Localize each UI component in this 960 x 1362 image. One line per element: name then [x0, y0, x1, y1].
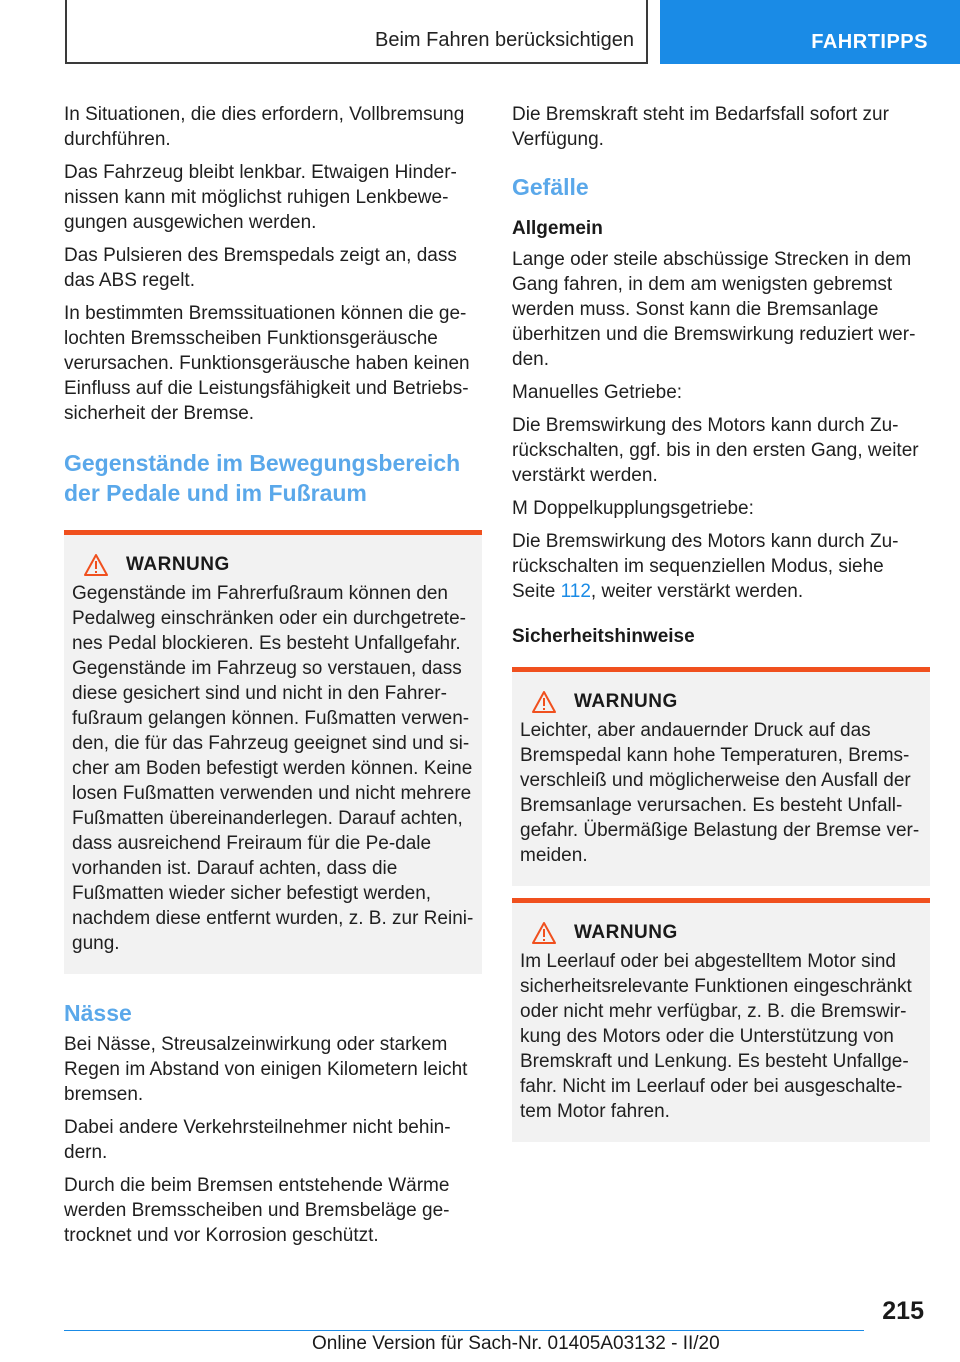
paragraph: Durch die beim Bremsen entstehende Wärme werden Bremsscheiben und Bremsbeläge ge-trocknet und vor Korrosion geschützt. [64, 1175, 450, 1246]
paragraph-text: Die Bremswirkung des Motors kann durch Zu-rückschalten im sequenziellen Modus, siehe Seite [512, 531, 899, 602]
paragraph [512, 529, 930, 604]
header-chapter-tab [660, 0, 960, 64]
warning-triangle-icon [532, 921, 556, 945]
warning-text: Gegenstände im Fahrerfußraum können den Pedalweg einschränken oder ein durchgetrete-nes Pedal blockieren. Es besteht Unfallgefahr. Gegenstände im Fahrzeug so verstauen, dass diese gesichert sind und nicht in den Fahrer-fußraum gelangen können. Fußmatten verwen-den, die für das Fahrzeug geeignet sind und si-cher am Boden befestigt werden können. Keine losen Fußmatten verwenden und nicht mehrere Fußmatten übereinanderlegen. Darauf achten, dass ausreichend Freiraum für die Pe-dale vorhanden ist. Darauf achten, dass die Fußmatten wieder sicher befestigt werden, nachdem diese entfernt wurden, z. B. zur Reini-gung. [72, 583, 474, 954]
warning-title: WARNUNG [126, 554, 230, 575]
paragraph: Dabei andere Verkehrsteilnehmer nicht behin-dern. [64, 1117, 451, 1163]
warning-title: WARNUNG [574, 691, 678, 712]
warning-triangle-icon [532, 690, 556, 714]
right-column [512, 102, 930, 1142]
warning-box [512, 667, 930, 886]
warning-text: Im Leerlauf oder bei abgestelltem Motor sind sicherheitsrelevante Funktionen eingeschränkt oder nicht mehr verfügbar, z. B. die Bremswir-kung des Motors oder die Unterstützung von Bremskraft und Lenkung. Es besteht Unfallge-fahr. Nicht im Leerlauf oder bei ausgeschalte-tem Motor fahren. [520, 951, 912, 1122]
warning-header [520, 690, 922, 714]
paragraph: In Situationen, die dies erfordern, Vollbremsung durchführen. [64, 104, 465, 150]
paragraph: Die Bremskraft steht im Bedarfsfall sofort zur Verfügung. [512, 104, 889, 150]
warning-text: Leichter, aber andauernder Druck auf das Bremspedal kann hohe Temperaturen, Brems-verschleiß und möglicherweise den Ausfall der Bremsanlage verursachen. Es besteht Unfall-gefahr. Übermäßige Belastung der Bremse ver-meiden. [520, 720, 920, 866]
warning-header [520, 921, 922, 945]
paragraph: Bei Nässe, Streusalzeinwirkung oder starkem Regen im Abstand von einigen Kilometern leicht bremsen. [64, 1034, 468, 1105]
page-number: 215 [882, 1297, 924, 1325]
header-section-title [65, 0, 648, 64]
section-heading: Gefälle [512, 174, 589, 200]
warning-box [512, 898, 930, 1142]
paragraph: Das Fahrzeug bleibt lenkbar. Etwaigen Hinder-nissen kann mit möglichst ruhigen Lenkbewe-gungen ausgewichen werden. [64, 162, 457, 233]
section-heading: Nässe [64, 1000, 132, 1026]
paragraph: Lange oder steile abschüssige Strecken in dem Gang fahren, in dem am wenigsten gebremst werden muss. Sonst kann die Bremsanlage überhitzen und die Bremswirkung reduziert wer-den. [512, 249, 916, 370]
paragraph: M Doppelkupplungsgetriebe: [512, 498, 754, 519]
page-reference-link[interactable]: 112 [560, 581, 591, 602]
subheading: Allgemein [512, 218, 603, 239]
paragraph: Manuelles Getriebe: [512, 382, 683, 403]
warning-header [72, 553, 474, 577]
paragraph: In bestimmten Bremssituationen können die ge-lochten Bremsscheiben Funktionsgeräusche verursachen. Funktionsgeräusche haben keinen Einfluss auf die Leistungsfähigkeit und Betriebs-sicherheit der Bremse. [64, 303, 470, 424]
warning-box [64, 530, 482, 974]
section-title: Beim Fahren berücksichtigen [374, 29, 634, 51]
warning-title: WARNUNG [574, 922, 678, 943]
subheading: Sicherheitshinweise [512, 626, 695, 647]
paragraph: Das Pulsieren des Bremspedals zeigt an, dass das ABS regelt. [64, 245, 457, 291]
left-column [64, 102, 482, 1256]
chapter-title: FAHRTIPPS [811, 31, 928, 53]
paragraph-text: , weiter verstärkt werden. [590, 581, 804, 602]
warning-triangle-icon [84, 553, 108, 577]
footer-version-text: Online Version für Sach-Nr. 01405A03132 - II/20 [312, 1333, 720, 1354]
footer-divider [64, 1330, 864, 1331]
paragraph: Die Bremswirkung des Motors kann durch Zu-rückschalten, ggf. bis in den ersten Gang, weiter verstärkt werden. [512, 415, 919, 486]
section-heading: Gegenstände im Bewegungsbereich der Pedale und im Fußraum [64, 450, 461, 506]
